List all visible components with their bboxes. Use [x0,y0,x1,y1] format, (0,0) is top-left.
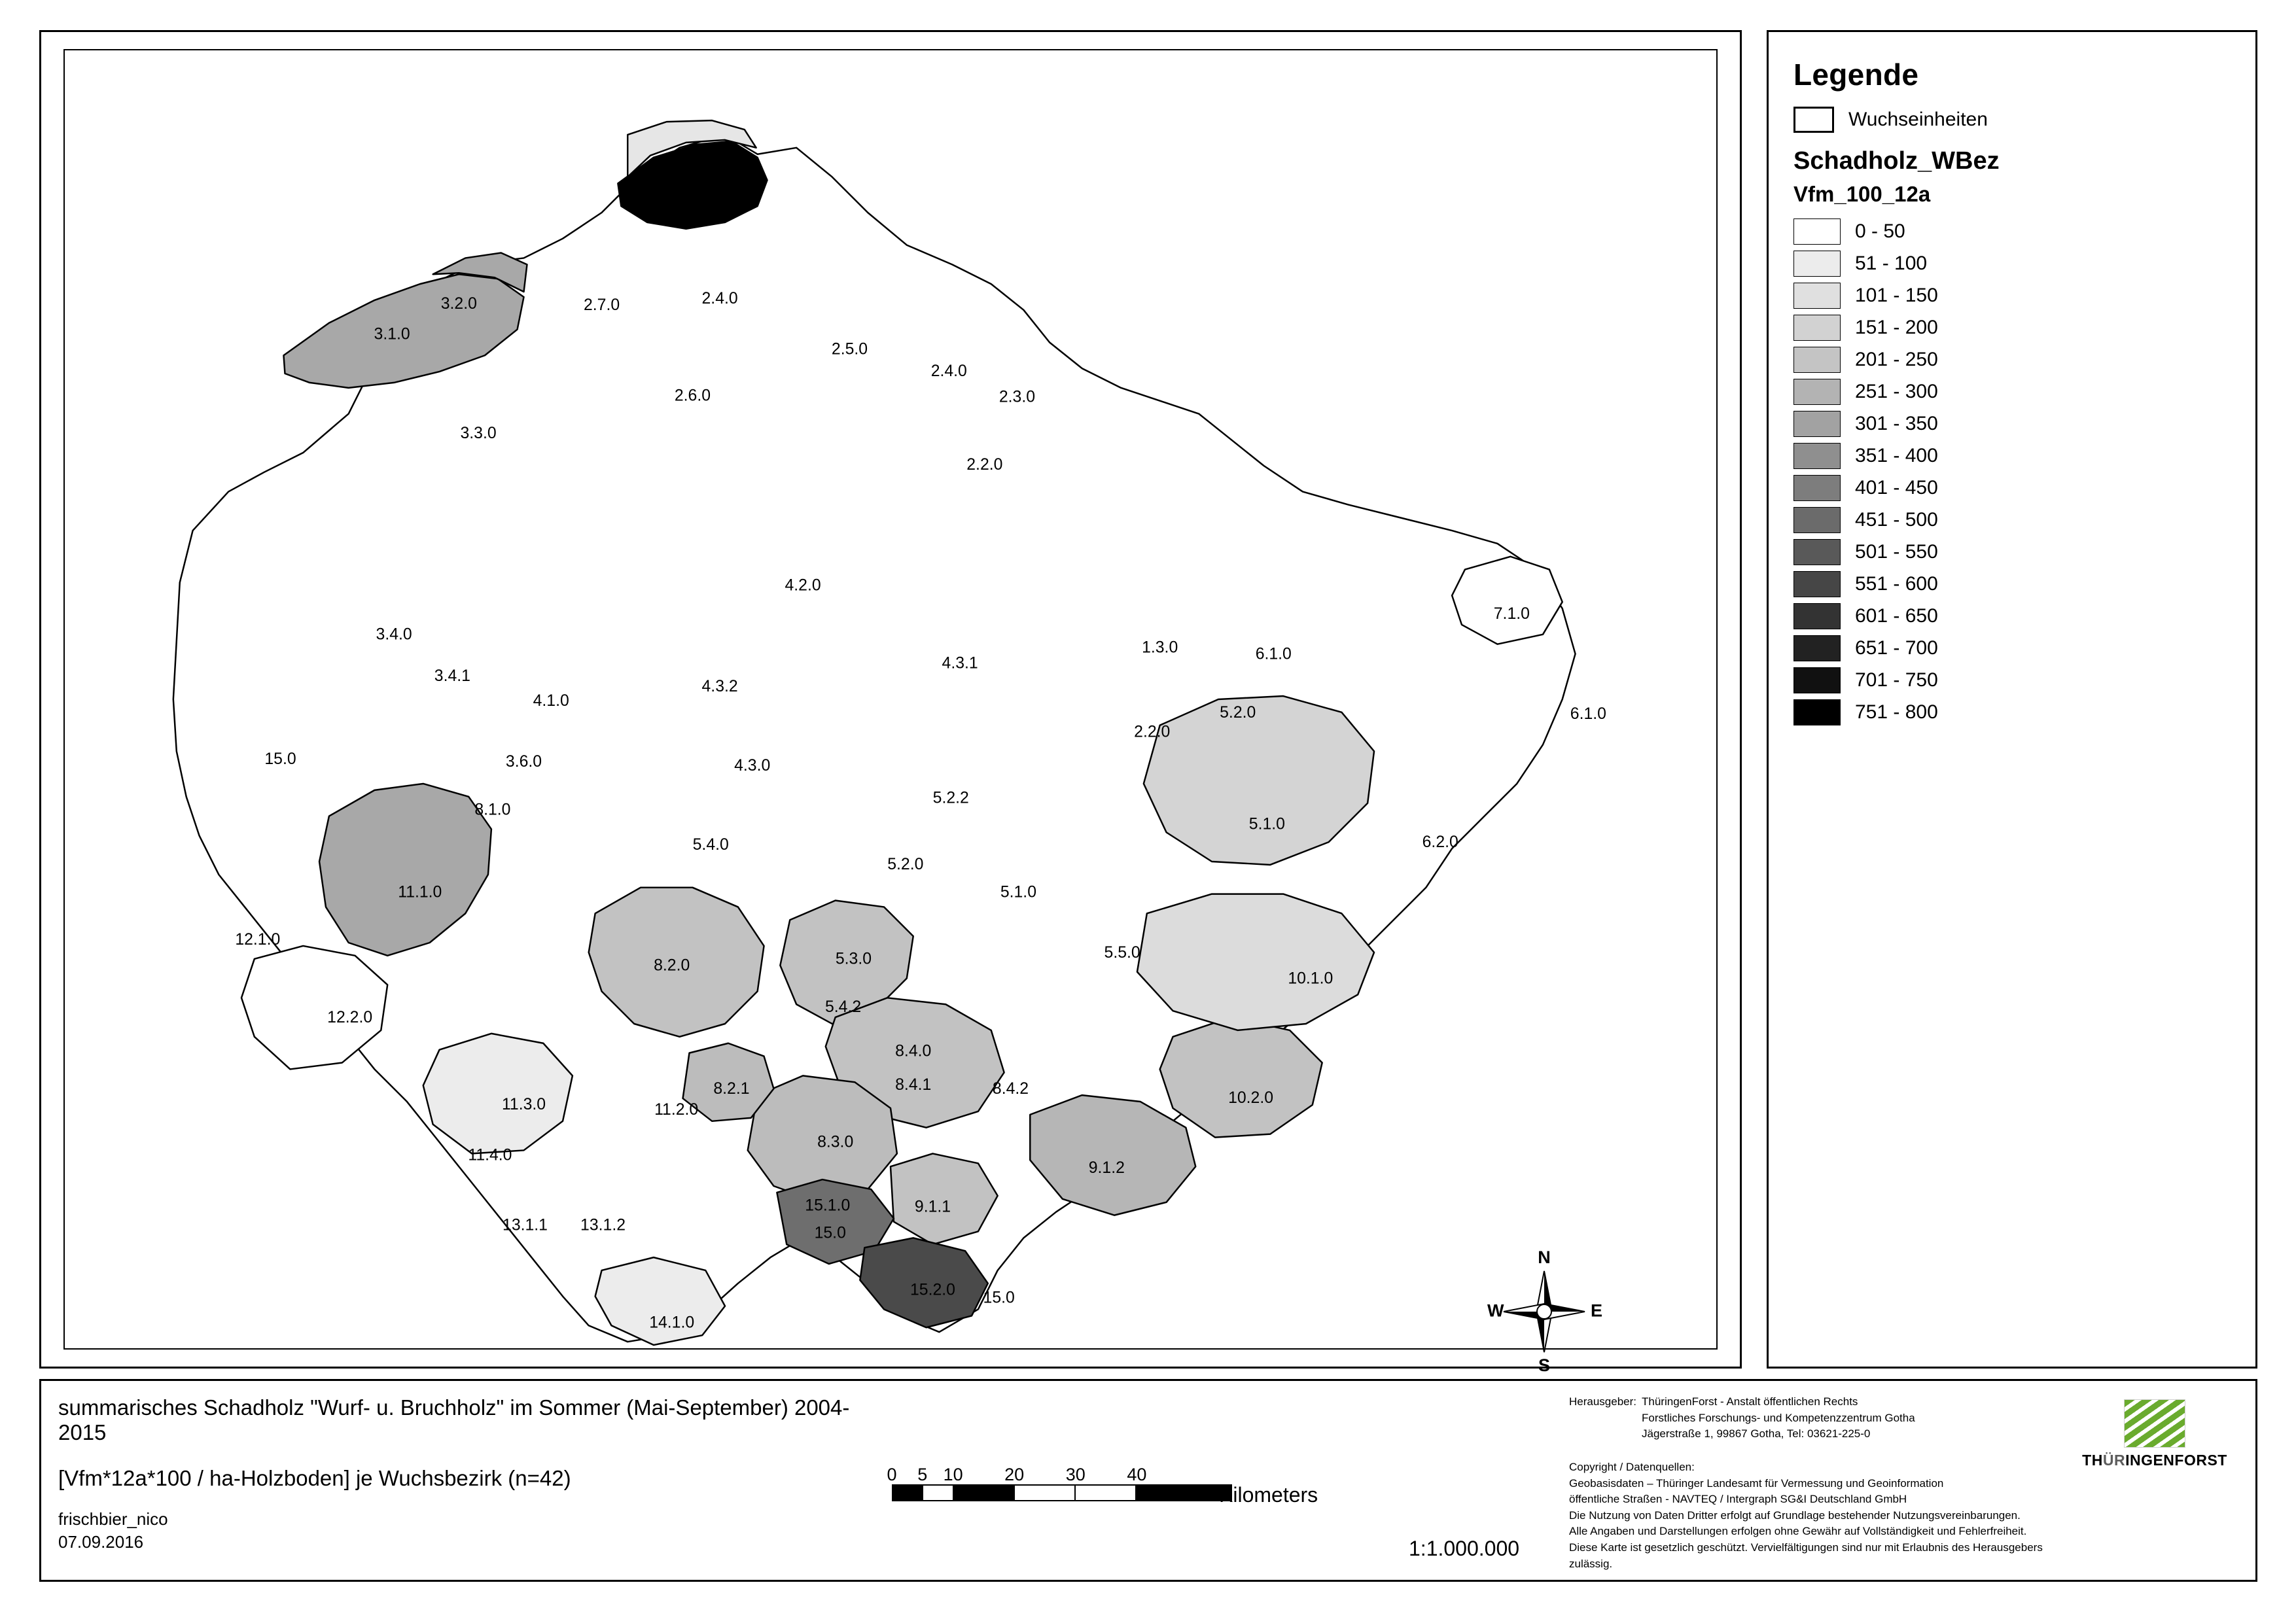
scale-bar-ticks [887,1465,1232,1484]
legend-class-swatch [1793,443,1841,469]
footer-frame [39,1379,2257,1582]
publisher-line-1: Forstliches Forschungs- und Kompetenzzentrum Gotha [1642,1411,1915,1424]
legend-class-swatch [1793,667,1841,693]
legend-class-label: 551 - 600 [1855,573,1938,595]
compass-east-label: E [1590,1300,1602,1321]
copyright-line-2: Die Nutzung von Daten Dritter erfolgt auf Grundlage bestehender Nutzungsvereinbarungen. [1569,1509,2021,1522]
legend-class-label: 351 - 400 [1855,445,1938,466]
map-region-label: 5.2.0 [887,855,924,873]
map-region-label: 4.1.0 [533,691,569,710]
map-region-label: 12.1.0 [235,930,281,949]
scale-bar [887,1465,1318,1507]
legend-class-swatch [1793,347,1841,373]
legend-class-swatch [1793,315,1841,341]
compass-south-label: S [1538,1355,1551,1375]
map-canvas[interactable] [63,49,1718,1375]
map-region-label: 2.5.0 [831,340,868,358]
legend-class-swatch [1793,475,1841,501]
map-region-label: 10.1.0 [1288,969,1333,988]
thuringia-map-svg [65,50,1716,1348]
legend-class-swatch [1793,539,1841,565]
map-region-label: 5.3.0 [835,950,872,968]
map-region-label: 8.3.0 [817,1133,854,1151]
map-region-label: 3.1.0 [374,325,410,343]
legend-class-row [1793,315,2236,341]
legend-panel [1767,30,2257,1369]
legend-subtitle: Schadholz_WBez [1793,147,2000,175]
legend-class-row [1793,347,2236,373]
map-region-label: 8.2.0 [654,956,690,975]
map-region-label: 10.2.0 [1228,1089,1274,1108]
map-region-label: 11.4.0 [468,1146,512,1164]
legend-class-row [1793,218,2236,245]
legend-class-label: 601 - 650 [1855,605,1938,627]
scale-tick-label: 10 [943,1465,963,1484]
map-title-line-1: summarisches Schadholz "Wurf- u. Bruchholz" im Sommer (Mai-September) 2004-2015 [58,1395,850,1444]
legend-class-label: 251 - 300 [1855,381,1938,402]
map-region-label: 5.2.0 [1220,703,1256,722]
legend-class-row [1793,283,2236,309]
publisher-line-2: Jägerstraße 1, 99867 Gotha, Tel: 03621-225-0 [1642,1427,1871,1440]
legend-class-label: 651 - 700 [1855,637,1938,659]
copyright-line-0: Geobasisdaten – Thüringer Landesamt für Vermessung und Geoinformation [1569,1476,1944,1490]
map-region-label: 15.0 [814,1224,846,1242]
legend-class-row [1793,507,2236,533]
scale-tick-label: 20 [1004,1465,1025,1484]
map-region-label: 3.2.0 [440,294,477,313]
legend-class-row [1793,571,2236,597]
legend-class-swatch [1793,411,1841,437]
legend-class-label: 401 - 450 [1855,477,1938,498]
map-title-block [58,1395,863,1554]
legend-wuchseinheiten-row [1793,107,2236,133]
map-region-label: 2.2.0 [1134,723,1171,741]
legend-class-label: 0 - 50 [1855,220,1905,242]
legend-wuchseinheiten-swatch [1793,107,1834,133]
map-region-label: 2.2.0 [966,455,1003,474]
map-region-label: 2.4.0 [701,289,738,307]
legend-class-label: 701 - 750 [1855,669,1938,691]
legend-class-label: 201 - 250 [1855,349,1938,370]
map-region-label: 11.2.0 [654,1100,699,1119]
map-region-label: 1.2.0 [647,181,684,199]
scale-ratio-label: 1:1.000.000 [1409,1537,1520,1560]
map-region-label: 5.2.2 [932,789,969,807]
map-region-label: 5.5.0 [1104,943,1140,962]
legend-class-label: 101 - 150 [1855,285,1938,306]
map-region-label: 15.0 [264,750,296,769]
legend-subtitle-2: Vfm_100_12a [1793,182,1931,206]
legend-class-swatch [1793,635,1841,661]
legend-class-row [1793,603,2236,629]
legend-class-list [1788,218,2236,725]
legend-class-row [1793,699,2236,725]
map-region-label: 3.4.0 [376,625,412,644]
map-region-label: 3.3.0 [460,425,497,443]
map-region-label: 12.2.0 [327,1009,373,1027]
legend-class-swatch [1793,218,1841,245]
map-region-label: 9.1.2 [1088,1159,1125,1178]
legend-title: Legende [1793,58,1919,92]
publisher-line-0: ThüringenForst - Anstalt öffentlichen Rechts [1642,1395,1858,1408]
logo-wordmark: THÜRINGENFORST [2082,1452,2227,1469]
legend-class-label: 301 - 350 [1855,413,1938,434]
legend-class-label: 51 - 100 [1855,253,1928,274]
compass-west-label: W [1487,1300,1504,1321]
legend-class-swatch [1793,603,1841,629]
legend-class-row [1793,667,2236,693]
scale-tick-label: 30 [1065,1465,1086,1484]
map-region-label: 6.1.0 [1255,645,1292,663]
legend-class-row [1793,475,2236,501]
publisher-label: Herausgeber: [1569,1395,1637,1408]
map-region-label: 8.4.0 [895,1042,932,1060]
map-region-label: 5.4.2 [825,998,862,1017]
legend-class-row [1793,443,2236,469]
legend-class-row [1793,379,2236,405]
map-region-label: 8.4.1 [895,1076,932,1094]
legend-class-label: 151 - 200 [1855,317,1938,338]
thueringenforst-logo [2079,1399,2230,1469]
map-region-label: 11.1.0 [398,883,442,901]
legend-class-label: 501 - 550 [1855,541,1938,563]
legend-class-label: 451 - 500 [1855,509,1938,531]
map-region-label: 2.4.0 [930,362,967,380]
legend-class-swatch [1793,379,1841,405]
map-region-label: 2.6.0 [674,387,711,405]
map-region-label: 14.1.0 [649,1314,695,1332]
region-10-1-0 [1137,894,1374,1030]
map-region-label: 5.4.0 [692,836,729,854]
map-region-label: 15.1.0 [805,1196,851,1215]
map-region-label: 3.6.0 [505,753,542,771]
scale-tick-label: 40 [1127,1465,1147,1484]
legend-class-swatch [1793,699,1841,725]
date-label: 07.09.2016 [58,1532,144,1552]
legend-wuchseinheiten-label: Wuchseinheiten [1848,109,1988,130]
map-region-label: 13.1.1 [503,1216,548,1234]
map-region-label: 13.1.2 [580,1216,626,1234]
copyright-label: Copyright / Datenquellen: [1569,1460,1695,1473]
copyright-line-3: Alle Angaben und Darstellungen erfolgen ohne Gewähr auf Vollständigkeit und Fehlerfreiheit. [1569,1525,2027,1538]
map-region-label: 7.1.0 [1493,604,1530,623]
map-region-label: 8.2.1 [713,1080,750,1098]
map-region-label: 15.2.0 [910,1281,955,1299]
map-region-label: 4.3.1 [942,654,978,672]
legend-class-swatch [1793,571,1841,597]
region-10-2-0 [1160,1017,1322,1138]
map-region-label: 11.3.0 [501,1095,546,1113]
copyright-line-1: öffentliche Straßen - NAVTEQ / Intergraph SG&I Deutschland GmbH [1569,1493,1907,1506]
scale-tick-label: 0 [887,1465,897,1484]
map-region-label: 4.3.0 [734,757,771,775]
legend-class-swatch [1793,251,1841,277]
scale-tick-label: 5 [917,1465,928,1484]
copyright-line-4: Diese Karte ist gesetzlich geschützt. Vervielfältigungen sind nur mit Erlaubnis des Herausgebers zulässig. [1569,1541,2043,1570]
legend-class-row [1793,635,2236,661]
publisher-block [1569,1394,2066,1572]
map-region-label: 15.0 [983,1289,1015,1307]
map-region-label: 6.2.0 [1422,833,1458,852]
legend-class-swatch [1793,283,1841,309]
legend-class-row [1793,411,2236,437]
legend-class-swatch [1793,507,1841,533]
legend-class-label: 751 - 800 [1855,701,1938,723]
compass-rose [1489,1249,1600,1373]
map-region-label: 2.3.0 [998,388,1036,406]
map-region-label: 3.4.1 [434,667,470,686]
map-region-label: 5.1.0 [1248,815,1285,833]
map-region-label: 9.1.1 [914,1198,951,1216]
map-frame [39,30,1742,1375]
map-region-label: 4.2.0 [785,576,821,595]
map-title-line-2: [Vfm*12a*100 / ha-Holzboden] je Wuchsbezirk (n=42) [58,1466,571,1490]
map-region-label: 2.7.0 [583,296,620,314]
compass-north-label: N [1538,1248,1551,1267]
map-region-label: 1.3.0 [1142,638,1178,657]
map-region-label: 5.1.0 [1000,883,1037,901]
map-region-label: 1.1.0 [654,156,690,175]
scale-bar-bars [892,1484,1232,1501]
map-region-label: 4.3.2 [701,678,738,696]
map-region-label: 8.4.2 [992,1080,1029,1098]
scale-bar-unit: Kilometers [1219,1483,1318,1507]
legend-class-row [1793,539,2236,565]
legend-class-row [1793,251,2236,277]
logo-mark-icon [2124,1399,2185,1448]
map-region-label: 6.1.0 [1570,705,1606,723]
author-label: frischbier_nico [58,1509,168,1529]
map-region-label: 8.1.0 [474,801,511,819]
